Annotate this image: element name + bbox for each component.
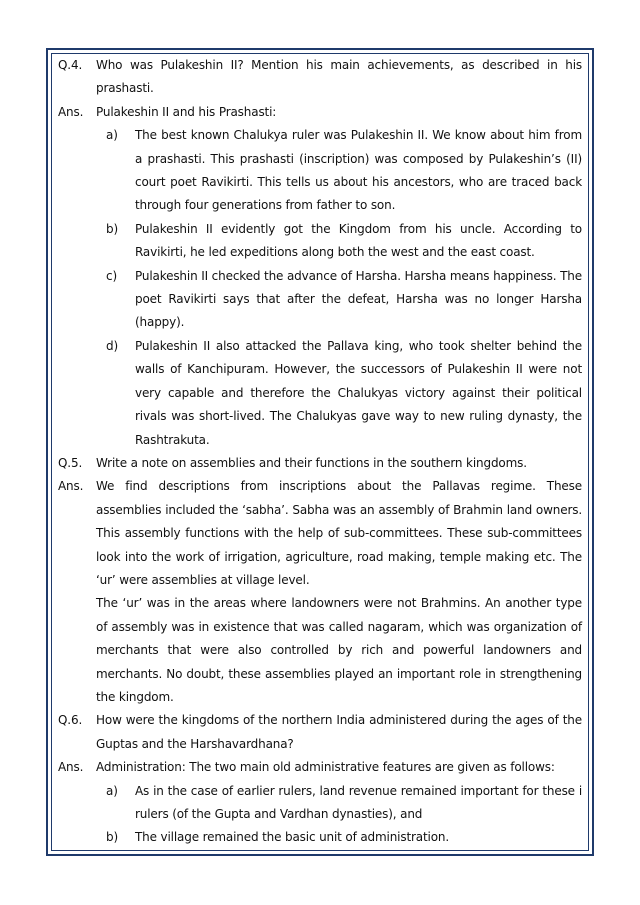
answer-point xyxy=(96,826,582,849)
answer-label: Ans. xyxy=(58,760,84,775)
answer-paragraph: We find descriptions from inscriptions about the Pallavas regime. These assemblies included the ‘sabha’. Sabha was an assembly of Brahmin land owners. This assembly functions with the help of sub-committees. These sub-committees look into the work of irrigation, agriculture, road making, temple making etc. The ‘ur’ were assemblies at village level. xyxy=(96,479,582,587)
question-text: Who was Pulakeshin II? Mention his main achievements, as described in his prashasti. xyxy=(96,58,582,96)
answer-label: Ans. xyxy=(58,104,84,119)
answer-point xyxy=(96,780,582,827)
document-content xyxy=(58,54,582,850)
question-5 xyxy=(58,452,582,475)
answer-intro: Administration: The two main old administrative features are given as follows: xyxy=(96,760,555,775)
point-text: Pulakeshin II checked the advance of Harsha. Harsha means happiness. The poet Ravikirti says that after the defeat, Harsha was no longer Harsha (happy). xyxy=(135,268,582,330)
point-text: Pulakeshin II also attacked the Pallava king, who took shelter behind the walls of Kanchipuram. However, the successors of Pulakeshin II were not very capable and therefore the Chalukyas victory against their political rivals was short-lived. The Chalukyas gave way to new ruling dynasty, the Rashtrakuta. xyxy=(135,338,582,447)
answer-point xyxy=(96,265,582,335)
point-text: As in the case of earlier rulers, land revenue remained important for these i rulers (of the Gupta and Vardhan dynasties), and xyxy=(135,783,582,821)
question-text: Write a note on assemblies and their functions in the southern kingdoms. xyxy=(96,455,527,470)
question-4 xyxy=(58,54,582,101)
answer-4 xyxy=(58,101,582,124)
answer-point xyxy=(96,218,582,265)
point-text: The village remained the basic unit of administration. xyxy=(135,830,450,845)
point-label: d) xyxy=(106,338,118,353)
answer-point xyxy=(96,124,582,218)
question-label: Q.6. xyxy=(58,713,83,728)
point-label: c) xyxy=(106,268,117,283)
answer-paragraph: The ‘ur’ was in the areas where landowners were not Brahmins. An another type of assembly was in existence that was called nagaram, which was organization of merchants that were also controlled by rich and powerful landowners and merchants. No doubt, these assemblies played an important role in strengthening the kingdom. xyxy=(96,596,582,704)
question-label: Q.5. xyxy=(58,455,83,470)
point-label: b) xyxy=(106,221,118,236)
answer-6 xyxy=(58,756,582,779)
answer-label: Ans. xyxy=(58,479,84,494)
answer-point xyxy=(96,335,582,452)
point-label: a) xyxy=(106,128,118,143)
question-6 xyxy=(58,709,582,756)
answer-intro: Pulakeshin II and his Prashasti: xyxy=(96,104,277,119)
answer-5 xyxy=(58,475,582,592)
point-text: Pulakeshin II evidently got the Kingdom from his uncle. According to Ravikirti, he led expeditions along both the west and the east coast. xyxy=(135,221,582,260)
point-label: a) xyxy=(106,783,118,798)
question-label: Q.4. xyxy=(58,58,83,72)
point-text: The best known Chalukya ruler was Pulakeshin II. We know about him from a prashasti. This prashasti (inscription) was composed by Pulakeshin’s (II) court poet Ravikirti. This tells us about his ancestors, who are traced back through four generations from father to son. xyxy=(135,128,582,213)
point-label: b) xyxy=(106,830,118,845)
question-text: How were the kingdoms of the northern India administered during the ages of the Guptas and the Harshavardhana? xyxy=(96,713,582,751)
